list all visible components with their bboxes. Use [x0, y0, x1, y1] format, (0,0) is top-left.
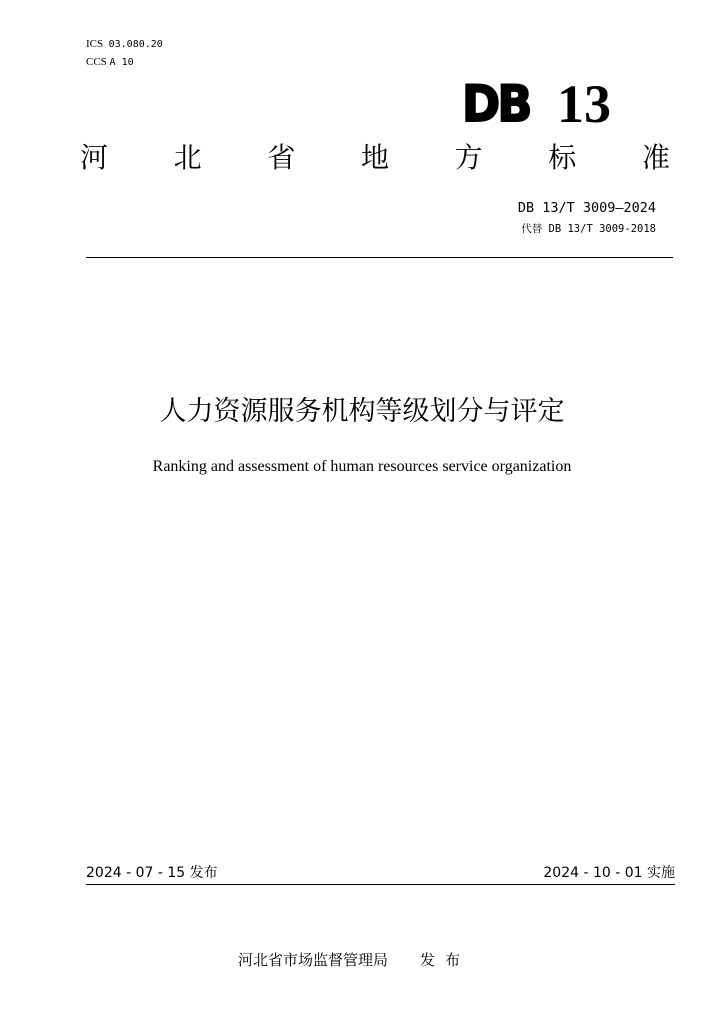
ccs-label: CCS [86, 56, 107, 68]
issuer-name: 河北省市场监督管理局 [238, 951, 389, 969]
issuer-action: 发布 [420, 951, 471, 969]
replaces-standard: 代替 DB 13/T 3009-2018 [521, 223, 656, 235]
standard-type-char: 准 [641, 141, 670, 174]
standard-type-char: 北 [173, 141, 202, 174]
standard-number: DB 13/T 3009—2024 [517, 200, 656, 216]
document-title-zh: 人力资源服务机构等级划分与评定 [159, 396, 565, 427]
issuer [238, 950, 470, 970]
document-title-en: Ranking and assessment of human resources service organization [152, 458, 572, 475]
standard-type-char: 方 [454, 141, 483, 174]
ics-classification [86, 37, 163, 52]
standard-type-char: 地 [360, 141, 389, 174]
standard-type-char: 标 [548, 141, 577, 174]
ccs-code: A 10 [109, 57, 134, 68]
logo-prefix: DB [462, 75, 530, 133]
standard-type-char: 河 [80, 141, 109, 174]
issue-date: 2024 - 07 - 15 发布 [86, 865, 218, 881]
ics-code: 03.080.20 [108, 39, 163, 50]
db13-logo [462, 74, 611, 134]
footer-divider [86, 884, 675, 885]
implementation-date: 2024 - 10 - 01 实施 [543, 865, 675, 881]
standard-type-char: 省 [267, 141, 296, 174]
ics-label: ICS [86, 38, 104, 50]
header-divider [86, 257, 673, 258]
ccs-classification [86, 55, 134, 70]
logo-number: 13 [557, 74, 611, 134]
standard-type-heading [80, 140, 670, 176]
